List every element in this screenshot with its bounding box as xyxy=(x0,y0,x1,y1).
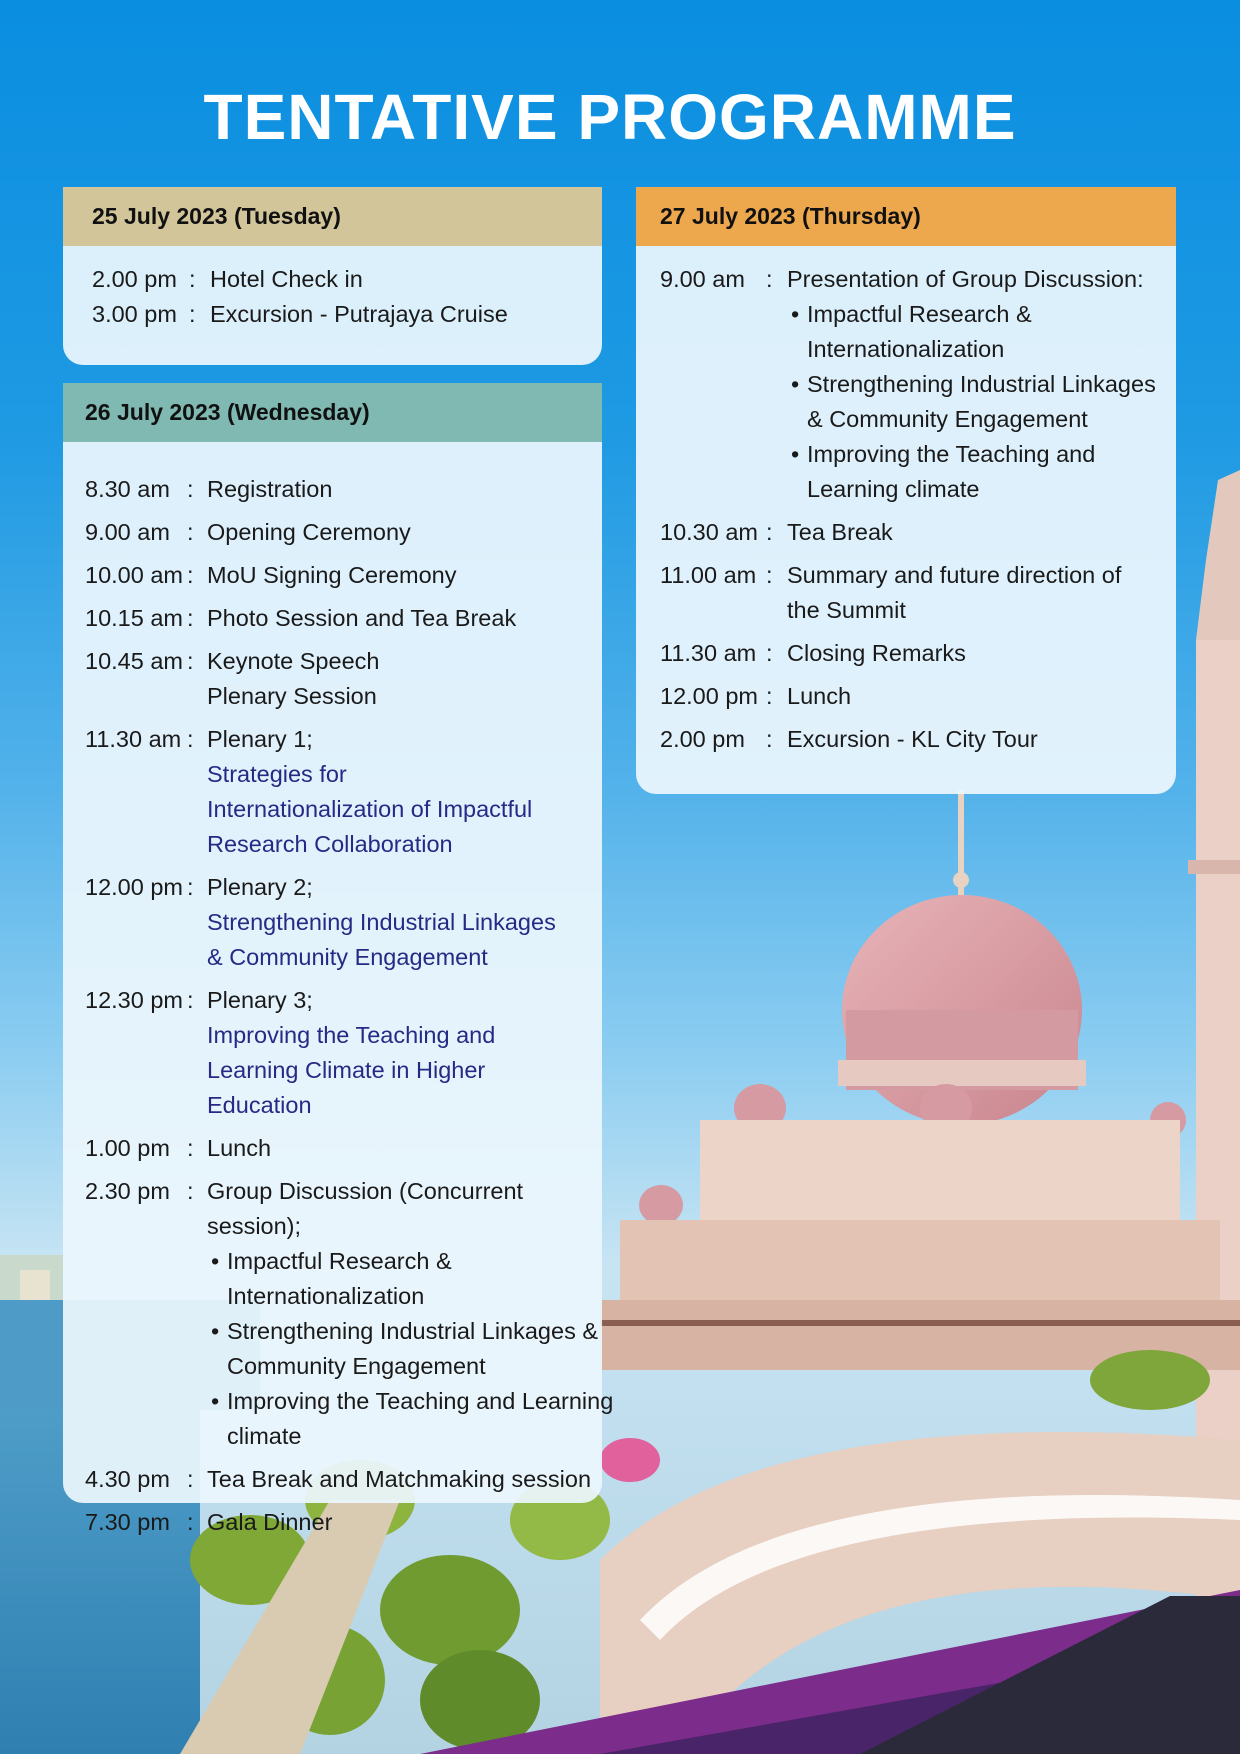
schedule-row: 9.00 am : Presentation of Group Discussion: • Impactful Research & Internationalization • Strengthening Industrial Linkages & Community Engagement • Improving the Teaching and Learning climate xyxy=(660,262,1168,507)
bullet-item: • Strengthening Industrial Linkages & Community Engagement xyxy=(787,367,1177,437)
day3-card xyxy=(636,187,1176,794)
day3-header xyxy=(636,187,1176,246)
schedule-row: 11.30 am : Plenary 1; Strategies for Internationalization of Impactful Research Collaboration xyxy=(85,722,594,862)
schedule-row: 10.45 am : Keynote Speech Plenary Session xyxy=(85,648,380,709)
schedule-row: 12.00 pm : Plenary 2; Strengthening Industrial Linkages & Community Engagement xyxy=(85,870,594,975)
schedule-row: 3.00 pm : Excursion - Putrajaya Cruise xyxy=(92,301,508,327)
day1-card xyxy=(63,187,602,365)
schedule-row: 10.00 am : MoU Signing Ceremony xyxy=(85,562,457,588)
bullet-item: • Improving the Teaching and Learning climate xyxy=(787,437,1187,507)
day2-heading: 26 July 2023 (Wednesday) xyxy=(85,399,370,425)
schedule-row: 10.30 am : Tea Break xyxy=(660,519,893,545)
schedule-row: 2.00 pm : Excursion - KL City Tour xyxy=(660,726,1038,752)
day3-heading: 27 July 2023 (Thursday) xyxy=(660,203,921,229)
day1-schedule xyxy=(63,246,602,332)
bullet-item: • Impactful Research & Internationalization xyxy=(787,297,1047,367)
schedule-row: 11.30 am : Closing Remarks xyxy=(660,640,966,666)
day2-card xyxy=(63,383,614,1535)
schedule-row: 9.00 am : Opening Ceremony xyxy=(85,519,411,545)
day1-header xyxy=(63,187,602,246)
schedule-row: 11.00 am : Summary and future direction of the Summit xyxy=(660,562,1122,623)
schedule-row: 2.30 pm : Group Discussion (Concurrent session); • Impactful Research & Internationalization • Strengthening Industrial Linkages & Community Engagement • Improving the Teaching and Learning climate xyxy=(85,1174,594,1454)
bullet-item: • Impactful Research & Internationalization xyxy=(207,1244,527,1314)
page-title: TENTATIVE PROGRAMME xyxy=(203,81,1017,153)
schedule-row: 12.30 pm : Plenary 3; Improving the Teaching and Learning Climate in Higher Education xyxy=(85,983,594,1123)
bullet-item: • Strengthening Industrial Linkages & Community Engagement xyxy=(207,1314,607,1384)
schedule-row: 7.30 pm : Gala Dinner xyxy=(85,1509,333,1535)
schedule-row: 8.30 am : Registration xyxy=(85,476,333,502)
day2-schedule xyxy=(63,442,614,1540)
day2-header xyxy=(63,383,602,442)
plenary-topic: Strategies for Internationalization of Impactful Research Collaboration xyxy=(207,761,533,857)
plenary-topic: Improving the Teaching and Learning Climate in Higher Education xyxy=(207,1022,496,1118)
bullet-item: • Improving the Teaching and Learning climate xyxy=(207,1384,617,1454)
schedule-row: 2.00 pm : Hotel Check in xyxy=(92,266,363,292)
plenary-topic: Strengthening Industrial Linkages & Community Engagement xyxy=(207,909,556,970)
day1-heading: 25 July 2023 (Tuesday) xyxy=(92,203,341,229)
schedule-row: 12.00 pm : Lunch xyxy=(660,683,852,709)
schedule-row: 1.00 pm : Lunch xyxy=(85,1135,272,1161)
day3-schedule xyxy=(636,246,1176,757)
schedule-row: 10.15 am : Photo Session and Tea Break xyxy=(85,605,517,631)
schedule-row: 4.30 pm : Tea Break and Matchmaking session xyxy=(85,1466,592,1492)
